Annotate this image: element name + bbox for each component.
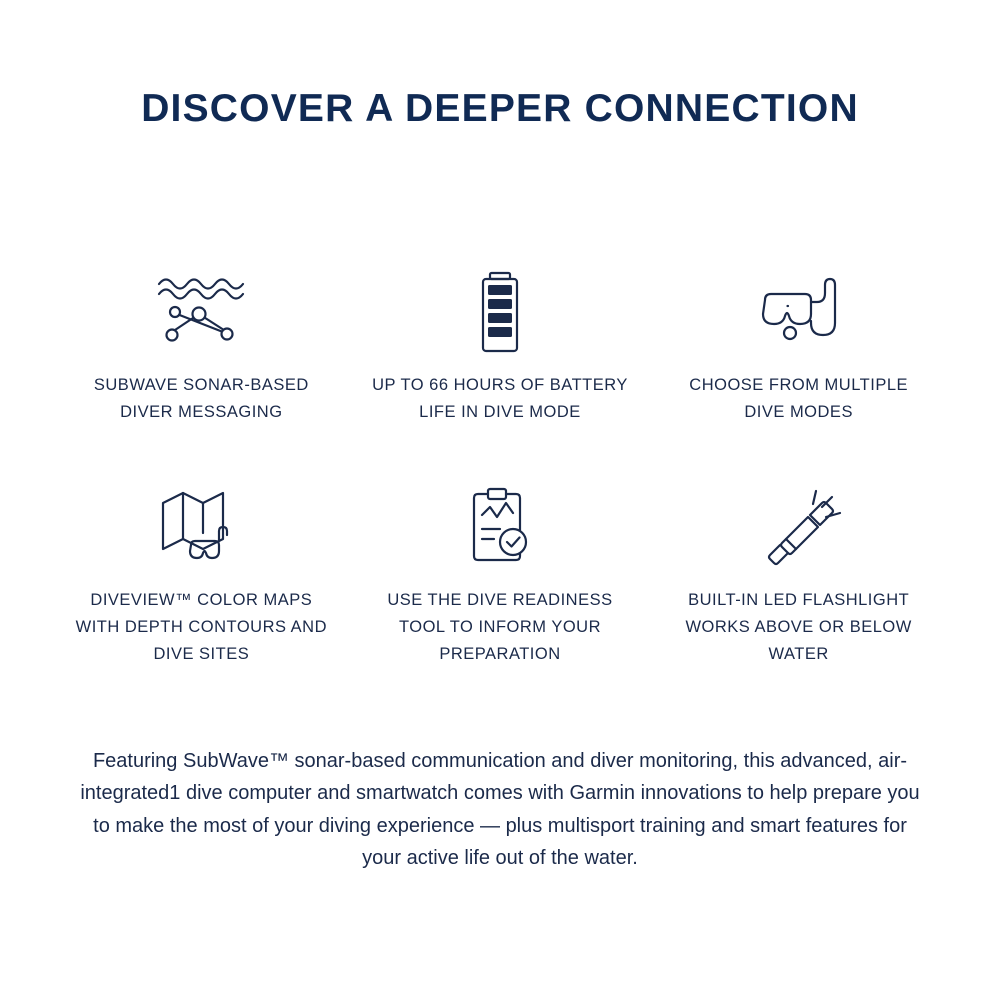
feature-label: SUBWAVE SONAR-BASED DIVER MESSAGING bbox=[93, 376, 309, 421]
dive-mask-snorkel-icon bbox=[753, 272, 845, 354]
feature-label: DIVEVIEW™ COLOR MAPS WITH DEPTH CONTOURS AND DIVE SITES bbox=[75, 591, 328, 663]
feature-label: UP TO 66 HOURS OF BATTERY LIFE IN DIVE MODE bbox=[372, 376, 628, 421]
feature-item bbox=[52, 487, 351, 667]
page-title: DISCOVER A DEEPER CONNECTION bbox=[141, 87, 859, 130]
flashlight-icon bbox=[754, 487, 844, 569]
map-with-mask-icon bbox=[155, 487, 247, 569]
feature-grid bbox=[52, 272, 948, 668]
feature-item bbox=[351, 272, 650, 425]
sonar-waves-network-icon bbox=[153, 272, 249, 354]
feature-item bbox=[649, 487, 948, 667]
feature-label: USE THE DIVE READINESS TOOL TO INFORM YOUR PREPARATION bbox=[387, 591, 613, 663]
feature-item bbox=[351, 487, 650, 667]
feature-label: BUILT-IN LED FLASHLIGHT WORKS ABOVE OR BELOW WATER bbox=[685, 591, 912, 663]
product-description: Featuring SubWave™ sonar-based communication and diver monitoring, this advanced, air-integrated1 dive computer and smartwatch comes with Garmin innovations to help prepare you to make the most of your diving experience — plus multisport training and smart features for your active life out of the water. bbox=[80, 750, 920, 870]
feature-label: CHOOSE FROM MULTIPLE DIVE MODES bbox=[689, 376, 909, 421]
feature-item bbox=[52, 272, 351, 425]
battery-icon bbox=[472, 272, 528, 354]
feature-item bbox=[649, 272, 948, 425]
clipboard-checkmark-icon bbox=[458, 487, 542, 569]
